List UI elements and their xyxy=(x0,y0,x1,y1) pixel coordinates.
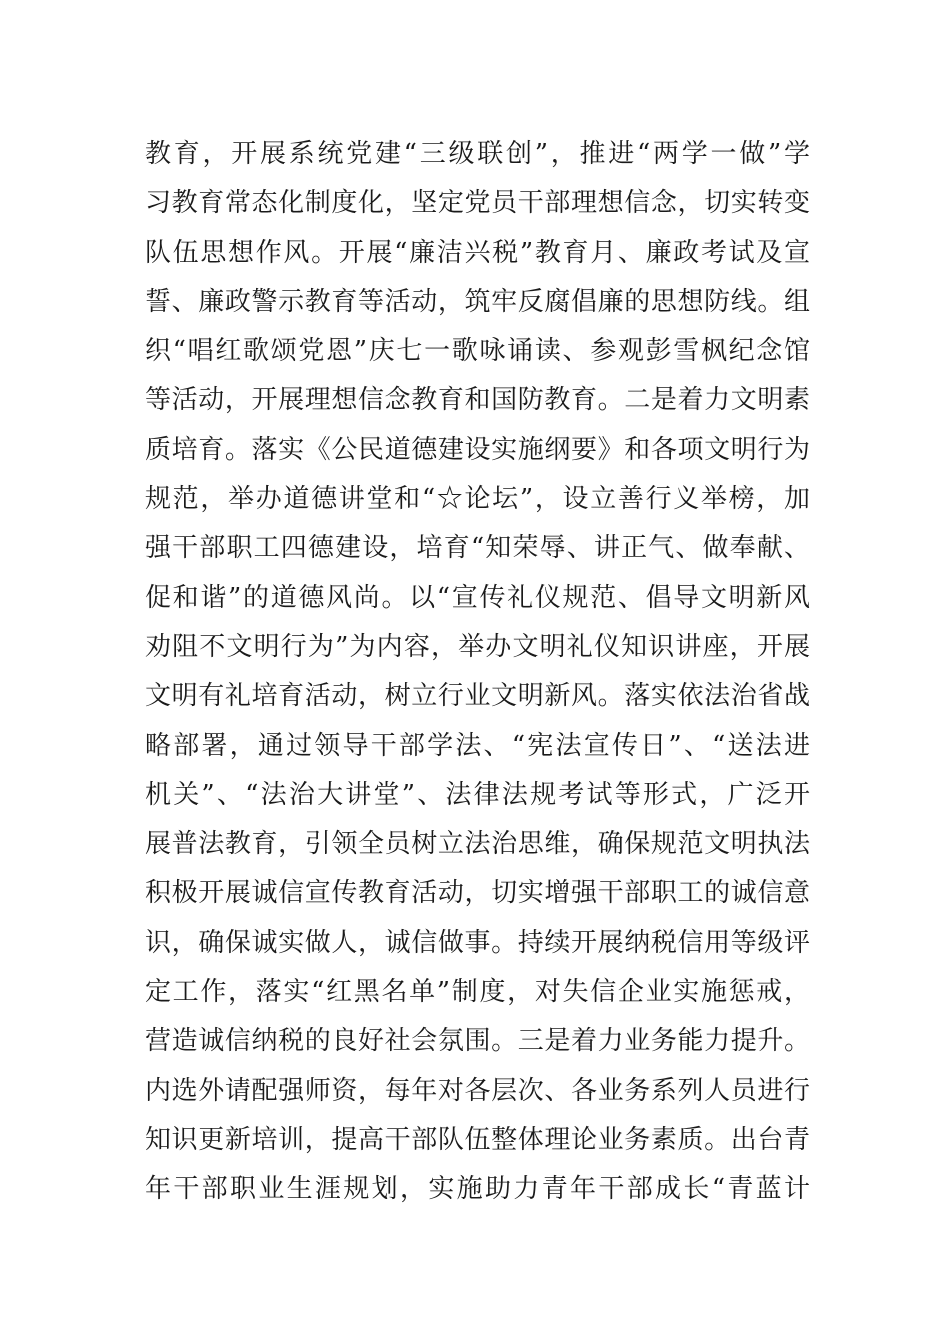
text-line: 强干部职工四德建设，培育“知荣辱、讲正气、做奉献、 xyxy=(145,533,810,564)
text-line: 展普法教育，引领全员树立法治思维，确保规范文明执法 xyxy=(145,829,810,860)
text-line: 誓、廉政警示教育等活动，筑牢反腐倡廉的思想防线。组 xyxy=(145,286,810,317)
text-line: 促和谐”的道德风尚。以“宣传礼仪规范、倡导文明新风 xyxy=(145,582,810,613)
text-line: 文明有礼培育活动，树立行业文明新风。落实依法治省战 xyxy=(145,681,810,712)
text-line: 教育，开展系统党建“三级联创”，推进“两学一做”学 xyxy=(145,139,810,169)
text-line: 积极开展诚信宣传教育活动，切实增强干部职工的诚信意 xyxy=(145,878,810,909)
text-line: 队伍思想作风。开展“廉洁兴税”教育月、廉政考试及宣 xyxy=(145,237,810,268)
text-line: 织“唱红歌颂党恩”庆七一歌咏诵读、参观彭雪枫纪念馆 xyxy=(145,336,810,367)
text-line: 机关”、“法治大讲堂”、法律法规考试等形式，广泛开 xyxy=(145,779,810,810)
text-line: 营造诚信纳税的良好社会氛围。三是着力业务能力提升。 xyxy=(145,1026,810,1057)
text-line: 知识更新培训，提高干部队伍整体理论业务素质。出台青 xyxy=(145,1124,810,1155)
text-line: 略部署，通过领导干部学法、“宪法宣传日”、“送法进 xyxy=(145,730,810,761)
body-text xyxy=(145,130,810,1215)
text-line: 规范，举办道德讲堂和“☆论坛”，设立善行义举榜，加 xyxy=(145,484,810,515)
text-line: 劝阻不文明行为”为内容，举办文明礼仪知识讲座，开展 xyxy=(145,631,810,662)
text-line: 质培育。落实《公民道德建设实施纲要》和各项文明行为 xyxy=(145,434,810,465)
text-line: 等活动，开展理想信念教育和国防教育。二是着力文明素 xyxy=(145,385,810,416)
text-line: 识，确保诚实做人，诚信做事。持续开展纳税信用等级评 xyxy=(145,927,810,958)
text-line: 习教育常态化制度化，坚定党员干部理想信念，切实转变 xyxy=(145,188,810,219)
text-line: 年干部职业生涯规划，实施助力青年干部成长“青蓝计 xyxy=(145,1174,810,1205)
text-line: 内选外请配强师资，每年对各层次、各业务系列人员进行 xyxy=(145,1075,810,1106)
text-line: 定工作，落实“红黑名单”制度，对失信企业实施惩戒， xyxy=(145,977,810,1008)
